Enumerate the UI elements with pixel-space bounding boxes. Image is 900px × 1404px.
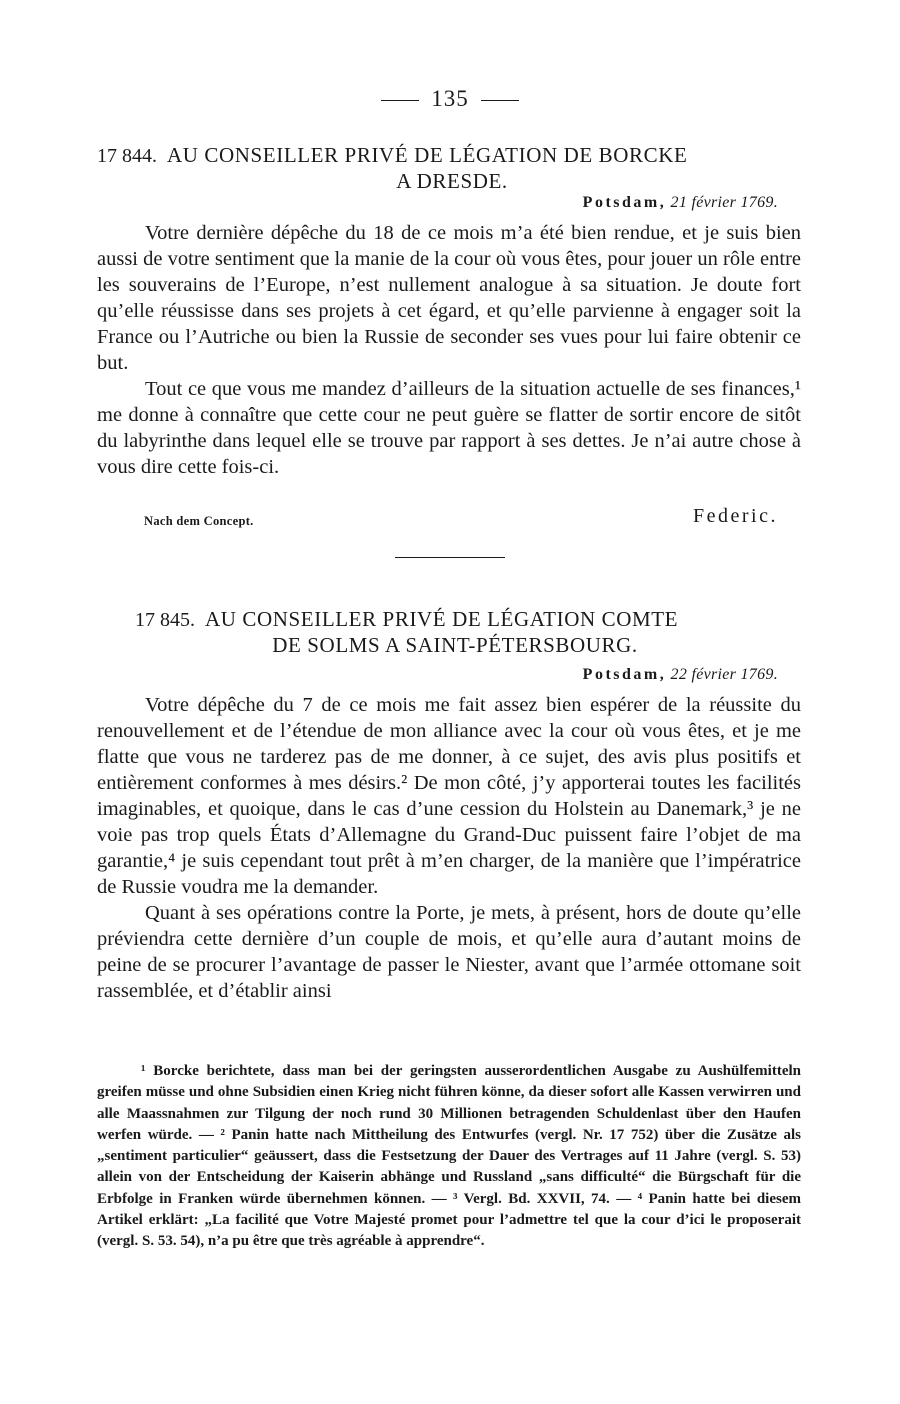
section-divider (395, 557, 505, 558)
footnote-text: ¹ Borcke berichtete, dass man bei der geringsten ausserordentlichen Ausgabe zu Aushülfemitteln greifen müsse und ohne Subsidien einen Krieg nicht führen könne, da dieser sofort alle Kassen verwirren und alle Maassnahmen zur Tilgung der noch rund 30 Millionen betragenden Schuldenlast über den Haufen werfen würde. — ² Panin hatte nach Mittheilung des Entwurfes (vergl. Nr. 17 752) über die Zusätze als „sentiment particulier“ geäussert, dass die Festsetzung der Dauer des Vertrages auf 11 Jahre (vergl. S. 53) allein von der Entscheidung der Kaiserin abhänge und Russland „sans difficulté“ die Bürgschaft für die Erbfolge in Franken würde übernehmen können. — ³ Vergl. Bd. XXVII, 74. — ⁴ Panin hatte bei diesem Artikel erklärt: „La facilité que Votre Majesté promet pour l’admettre tel que la cour d’ici le proposerait (vergl. S. 53. 54), n’a pu être que très agréable à apprendre“. (97, 1063, 801, 1250)
letter-heading (97, 143, 807, 194)
dateline (583, 666, 778, 684)
page-header (0, 86, 900, 112)
letter-body (97, 692, 801, 1004)
paragraph: Quant à ses opérations contre la Porte, je mets, à présent, hors de doute qu’elle préviendra cette dernière d’un couple de mois, et qu’elle aura d’autant moins de peine de se procurer l’avantage de passer le Niester, avant que l’armée ottomane soit rassemblée, et d’établir ainsi (97, 902, 801, 1002)
dateline (583, 194, 778, 212)
paragraph: Votre dernière dépêche du 18 de ce mois m’a été bien rendue, et je suis bien aussi de votre sentiment que la manie de la cour où vous êtes, pour jouer un rôle entre les souverains de l’Europe, n’est nullement analogue à sa situation. Je doute fort qu’elle réussisse dans ses projets à cet égard, et qu’elle parvienne à engager soit la France ou l’Autriche ou bien la Russie de seconder ses vues pour lui faire obtenir ce but. (97, 222, 801, 374)
header-rule-left (381, 100, 419, 101)
heading-line: A DRESDE. (396, 169, 508, 193)
header-rule-right (481, 100, 519, 101)
signature: Federic. (693, 505, 778, 527)
paragraph: Tout ce que vous me mandez d’ailleurs de la situation actuelle de ses finances,¹ me donne à connaître que cette cour ne peut guère se flatter de sortir encore de sitôt du labyrinthe dans lequel elle se trouve par rapport à ses dettes. Je n’ai autre chose à vous dire cette fois-ci. (97, 378, 801, 478)
heading-line: AU CONSEILLER PRIVÉ DE LÉGATION DE BORCKE (167, 143, 688, 167)
date: 21 février 1769. (670, 194, 778, 211)
date: 22 février 1769. (670, 666, 778, 683)
place: Potsdam, (582, 194, 667, 211)
letter-number: 17 844. (97, 145, 157, 167)
paragraph: Votre dépêche du 7 de ce mois me fait assez bien espérer de la réussite du renouvellement et de l’étendue de mon alliance avec la cour où vous êtes, et je me flatte que vous ne tarderez pas de me donner, à ce sujet, des avis plus positifs et entièrement conformes à mes désirs.² De mon côté, j’y apporterai toutes les facilités imaginables, et quoique, dans le cas d’une cession du Holstein au Danemark,³ je ne voie pas trop quels États d’Allemagne du Grand-Duc puissent faire l’objet de ma garantie,⁴ je suis cependant tout prêt à m’en charger, de la manière que l’impératrice de Russie voudra me la demander. (97, 694, 801, 898)
place: Potsdam, (582, 666, 667, 683)
heading-line: AU CONSEILLER PRIVÉ DE LÉGATION COMTE (205, 607, 679, 631)
footnotes (97, 1061, 801, 1253)
heading-line: DE SOLMS A SAINT-PÉTERSBOURG. (272, 633, 638, 657)
source-note: Nach dem Concept. (144, 514, 254, 528)
page-number: 135 (431, 86, 469, 111)
letter-heading (135, 607, 775, 658)
letter-body (97, 220, 801, 480)
letter-number: 17 845. (135, 609, 195, 631)
